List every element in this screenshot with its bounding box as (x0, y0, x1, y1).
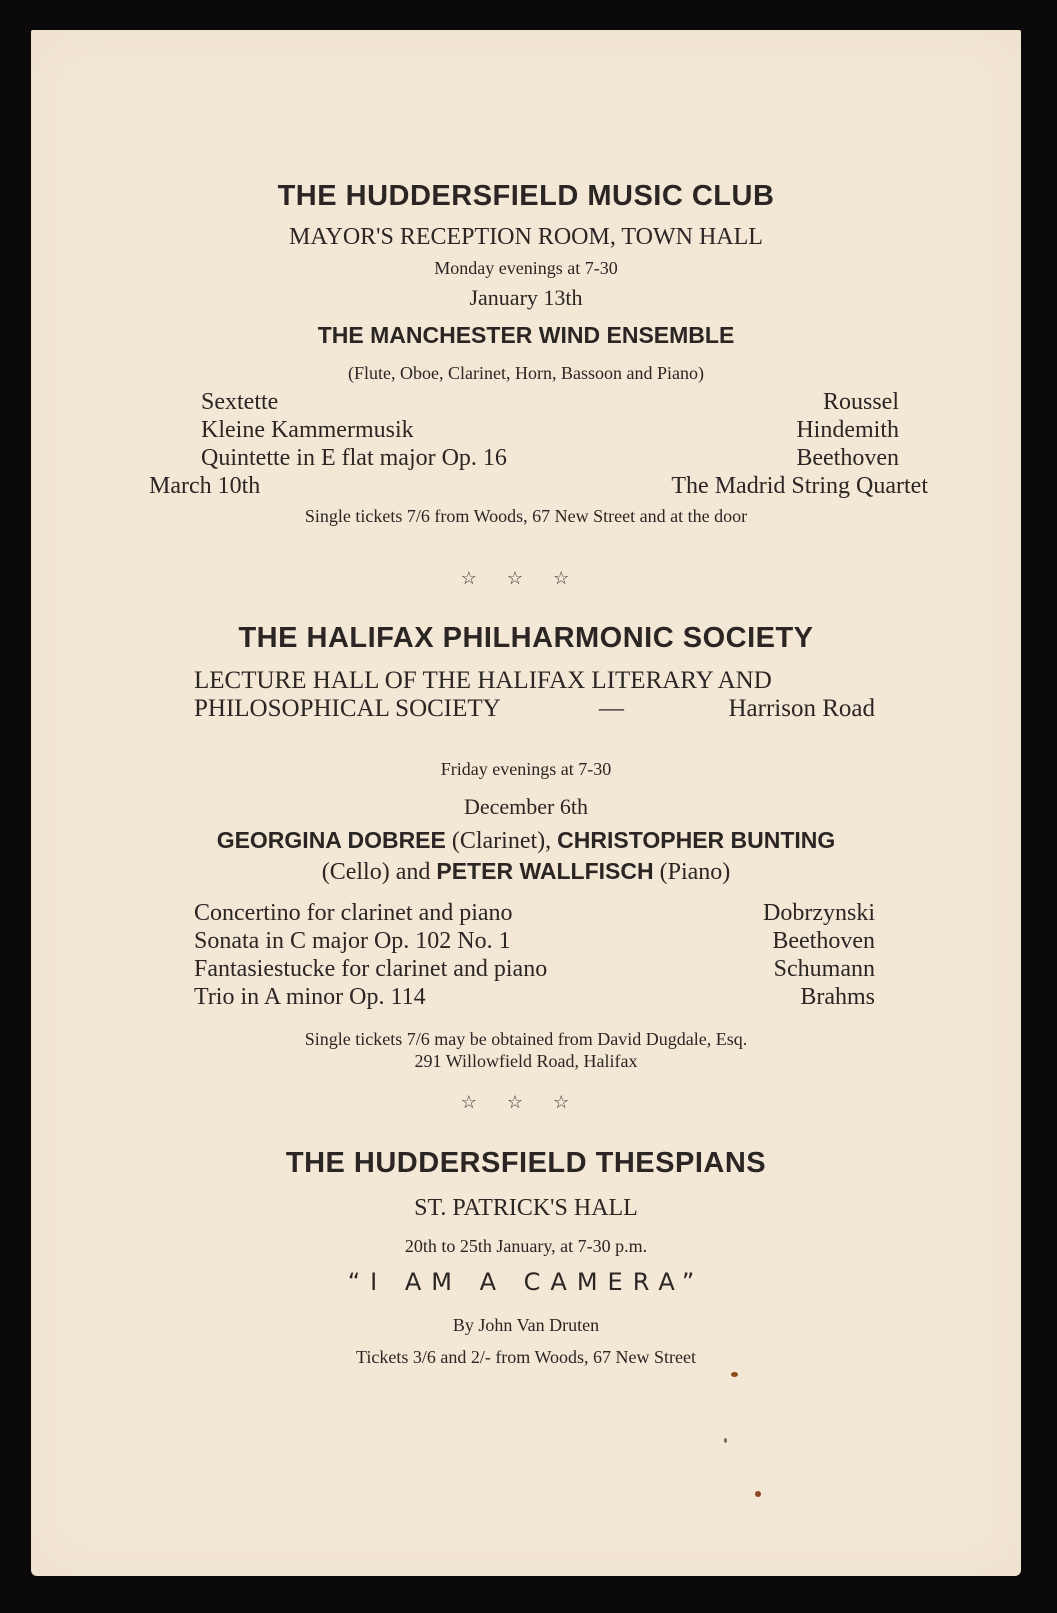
section1-title: THE HUDDERSFIELD MUSIC CLUB (277, 180, 775, 212)
program-work: Kleine Kammermusik (201, 417, 414, 443)
section3-title: THE HUDDERSFIELD THESPIANS (285, 1147, 767, 1179)
performer-instrument: (Cello) (321, 859, 390, 885)
star-icon: ☆ (460, 1092, 499, 1112)
programme-leaflet (31, 30, 1021, 1576)
section3-play-title: “I AM A CAMERA” (347, 1268, 705, 1296)
performers-joiner: and (395, 859, 431, 885)
section1-tickets: Single tickets 7/6 from Woods, 67 New Street and at the door (304, 506, 748, 526)
section3-author: By John Van Druten (452, 1315, 600, 1335)
program-composer: Beethoven (796, 445, 899, 471)
section2-schedule: Friday evenings at 7-30 (440, 759, 612, 779)
program-work: Quintette in E flat major Op. 16 (201, 445, 507, 471)
program-composer: Beethoven (772, 928, 875, 954)
program-work: Concertino for clarinet and piano (194, 900, 513, 926)
star-icon: ☆ (506, 1092, 546, 1112)
star-icon: ☆ (553, 1092, 592, 1112)
section1-venue: MAYOR'S RECEPTION ROOM, TOWN HALL (289, 224, 763, 250)
section2-title: THE HALIFAX PHILHARMONIC SOCIETY (238, 622, 814, 654)
section3-tickets: Tickets 3/6 and 2/- from Woods, 67 New Street (355, 1347, 697, 1367)
divider-stars (31, 1092, 1021, 1113)
section2-date: December 6th (464, 794, 588, 819)
section2-performers-line2 (31, 858, 1021, 886)
program-work: Fantasiestucke for clarinet and piano (194, 956, 548, 982)
performer-instrument: (Clarinet), (451, 828, 552, 854)
foxing-spot (724, 1438, 727, 1443)
performer-name: PETER WALLFISCH (436, 858, 654, 884)
section2-venue-line2: PHILOSOPHICAL SOCIETY (194, 695, 501, 722)
section1-performer: THE MANCHESTER WIND ENSEMBLE (317, 322, 735, 348)
program-work: Sextette (201, 389, 279, 415)
program-composer: Hindemith (796, 417, 899, 443)
star-icon: ☆ (553, 568, 592, 588)
performer-name: CHRISTOPHER BUNTING (557, 827, 836, 853)
performer-name: GEORGINA DOBREE (216, 827, 446, 853)
program-composer: Roussel (822, 389, 899, 415)
divider-stars (31, 568, 1021, 589)
program-composer: Dobrzynski (763, 900, 875, 926)
foxing-spot (755, 1491, 761, 1497)
next-concert-performer: The Madrid String Quartet (671, 473, 928, 499)
next-concert-date: March 10th (149, 473, 261, 499)
section2-venue-road: Harrison Road (728, 695, 875, 722)
section2-venue-line1: LECTURE HALL OF THE HALIFAX LITERARY AND (194, 667, 772, 694)
section2-performers-line1 (31, 827, 1021, 855)
section2-tickets-line2: 291 Willowfield Road, Halifax (414, 1051, 638, 1071)
section2-venue-dash: — (599, 695, 624, 722)
section2-tickets-line1: Single tickets 7/6 may be obtained from David Dugdale, Esq. (304, 1029, 748, 1049)
star-icon: ☆ (460, 568, 499, 588)
program-composer: Schumann (773, 956, 875, 982)
performer-instrument: (Piano) (659, 859, 731, 885)
section1-schedule: Monday evenings at 7-30 (434, 258, 618, 278)
section3-schedule: 20th to 25th January, at 7-30 p.m. (404, 1236, 648, 1256)
section1-date: January 13th (469, 285, 583, 310)
section1-instruments: (Flute, Oboe, Clarinet, Horn, Bassoon and Piano) (348, 363, 704, 383)
section3-venue: ST. PATRICK'S HALL (414, 1195, 638, 1221)
program-composer: Brahms (800, 984, 875, 1010)
program-work: Sonata in C major Op. 102 No. 1 (194, 928, 511, 954)
foxing-spot (731, 1372, 738, 1377)
star-icon: ☆ (506, 568, 546, 588)
program-work: Trio in A minor Op. 114 (194, 984, 426, 1010)
